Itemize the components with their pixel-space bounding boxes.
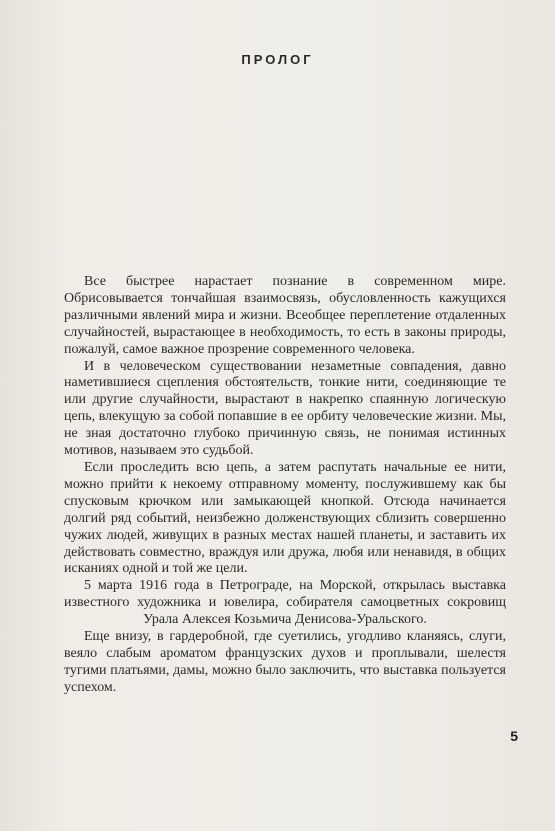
paragraph-3: Если проследить всю цепь, а затем распутать начальные ее нити, можно прийти к некоему отправному моменту, послужившему как бы спусковым крючком или замыкающей кнопкой. Отсюда начинается долгий ряд событий, неизбежно долженствующих сблизить совершенно чужих людей, живущих в разных местах нашей планеты, и заставить их действовать совместно, враждуя или дружа, любя или ненавидя, в общих исканиях одной и той же цели. xyxy=(64,459,506,577)
chapter-heading: ПРОЛОГ xyxy=(241,52,314,67)
paragraph-1: Все быстрее нарастает познание в современном мире. Обрисовывается тончайшая взаимосвязь, обусловленность кажущихся различными явлений мира и жизни. Всеобщее переплетение отдаленных случайностей, вырастающее в необходимость, то есть в законы природы, пожалуй, самое важное прозрение современного человека. xyxy=(64,274,506,357)
paragraph-5: Еще внизу, в гардеробной, где суетились, угодливо кланяясь, слуги, веяло слабым ароматом французских духов и проплывали, шелестя тугими платьями, дамы, можно было заключить, что выставка пользуется успехом. xyxy=(64,629,506,695)
body-text xyxy=(64,274,506,697)
paragraph-2: И в человеческом существовании незаметные совпадения, давно наметившиеся сцепления обстоятельств, тонкие нити, соединяющие те или другие случайности, вырастают в накрепко спаянную логическую цепь, влекущую за собой попавшие в ее орбиту человеческие жизни. Мы, не зная достаточно глубоко причинную связь, не понимая истинных мотивов, называем это судьбой. xyxy=(64,358,506,459)
page-number: 5 xyxy=(510,728,518,744)
paragraph-4: 5 марта 1916 года в Петрограде, на Морской, открылась выставка известного художника и ювелира, собирателя самоцветных сокровищ Урала Алексея Козьмича Денисова-Уральского. xyxy=(64,578,506,628)
